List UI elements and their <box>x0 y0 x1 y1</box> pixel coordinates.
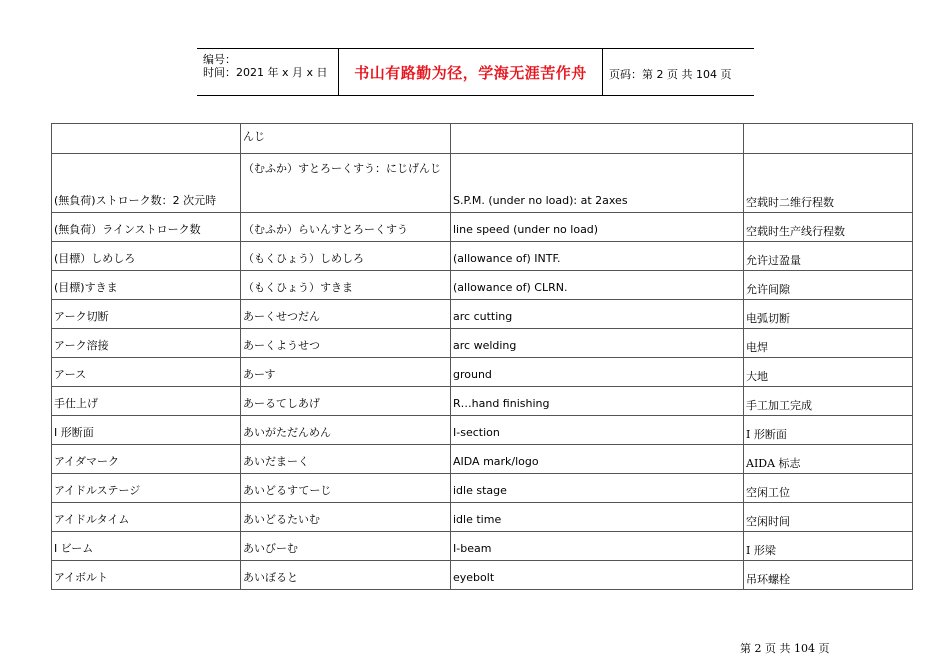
table-row <box>52 532 913 561</box>
term-reading: あーくせつだん <box>241 300 451 329</box>
term-english: (allowance of) INTF. <box>451 242 744 271</box>
table-row <box>52 416 913 445</box>
term-english: I-section <box>451 416 744 445</box>
term-english: (allowance of) CLRN. <box>451 271 744 300</box>
term-reading: あーくようせつ <box>241 329 451 358</box>
term-japanese: アイダマーク <box>52 445 241 474</box>
term-chinese: 大地 <box>744 358 913 387</box>
table-row <box>52 242 913 271</box>
document-header <box>197 48 754 96</box>
term-japanese: (目標）しめしろ <box>52 242 241 271</box>
term-reading: あーるてしあげ <box>241 387 451 416</box>
term-english: AIDA mark/logo <box>451 445 744 474</box>
header-motto: 书山有路勤为径，学海无涯苦作舟 <box>354 63 587 82</box>
table-row <box>52 300 913 329</box>
table-row <box>52 213 913 242</box>
term-chinese: I 形梁 <box>744 532 913 561</box>
term-chinese: 允许过盈量 <box>744 242 913 271</box>
term-japanese: I 形断面 <box>52 416 241 445</box>
term-reading: （むふか）らいんすとろーくすう <box>241 213 451 242</box>
term-chinese: 空载时生产线行程数 <box>744 213 913 242</box>
term-reading: あいびーむ <box>241 532 451 561</box>
glossary-table <box>51 123 913 590</box>
table-row <box>52 503 913 532</box>
term-reading: あいだまーく <box>241 445 451 474</box>
term-chinese: AIDA 标志 <box>744 445 913 474</box>
term-english: arc welding <box>451 329 744 358</box>
glossary-table-body <box>52 124 913 590</box>
term-japanese: アース <box>52 358 241 387</box>
term-english: I-beam <box>451 532 744 561</box>
term-chinese: 电弧切断 <box>744 300 913 329</box>
table-row <box>52 271 913 300</box>
term-japanese: I ビーム <box>52 532 241 561</box>
term-japanese: アイドルタイム <box>52 503 241 532</box>
term-chinese: 吊环螺栓 <box>744 561 913 590</box>
term-reading: （もくひょう）すきま <box>241 271 451 300</box>
term-reading: （むふか）すとろーくすう：にじげんじ <box>241 154 451 213</box>
term-chinese: 空闲时间 <box>744 503 913 532</box>
page-footer: 第 2 页 共 104 页 <box>740 642 830 655</box>
time-label: 时间：2021 年 x 月 x 日 <box>203 66 328 79</box>
term-reading: んじ <box>241 124 451 154</box>
term-english <box>451 124 744 154</box>
term-japanese: アーク切断 <box>52 300 241 329</box>
term-chinese: I 形断面 <box>744 416 913 445</box>
term-japanese: アイドルステージ <box>52 474 241 503</box>
table-row <box>52 561 913 590</box>
term-english: idle time <box>451 503 744 532</box>
table-row <box>52 329 913 358</box>
term-reading: あいどるたいむ <box>241 503 451 532</box>
term-japanese: アイボルト <box>52 561 241 590</box>
term-reading: あいがただんめん <box>241 416 451 445</box>
table-row <box>52 358 913 387</box>
table-row <box>52 474 913 503</box>
term-chinese <box>744 124 913 154</box>
number-label: 编号： <box>203 53 236 66</box>
table-row <box>52 124 913 154</box>
term-reading: あいぼると <box>241 561 451 590</box>
term-english: ground <box>451 358 744 387</box>
header-divider <box>602 49 603 95</box>
table-row <box>52 445 913 474</box>
term-english: arc cutting <box>451 300 744 329</box>
term-japanese: アーク溶接 <box>52 329 241 358</box>
term-chinese: 允许间隙 <box>744 271 913 300</box>
term-japanese <box>52 124 241 154</box>
table-row <box>52 154 913 213</box>
term-chinese: 空闲工位 <box>744 474 913 503</box>
table-row <box>52 387 913 416</box>
header-meta <box>197 49 338 95</box>
term-japanese: 手仕上げ <box>52 387 241 416</box>
term-english: idle stage <box>451 474 744 503</box>
term-english: eyebolt <box>451 561 744 590</box>
term-english: R…hand finishing <box>451 387 744 416</box>
term-chinese: 空载时二维行程数 <box>744 154 913 213</box>
header-page-label: 页码：第 2 页 共 104 页 <box>609 68 732 81</box>
term-reading: あいどるすてーじ <box>241 474 451 503</box>
term-reading: あーす <box>241 358 451 387</box>
term-english: S.P.M. (under no load): at 2axes <box>451 154 744 213</box>
term-reading: （もくひょう）しめしろ <box>241 242 451 271</box>
term-japanese: (無負荷）ラインストローク数 <box>52 213 241 242</box>
term-japanese: (目標)すきま <box>52 271 241 300</box>
term-chinese: 手工加工完成 <box>744 387 913 416</box>
term-japanese: (無負荷)ストローク数：2 次元時 <box>52 154 241 213</box>
term-chinese: 电焊 <box>744 329 913 358</box>
term-english: line speed (under no load) <box>451 213 744 242</box>
